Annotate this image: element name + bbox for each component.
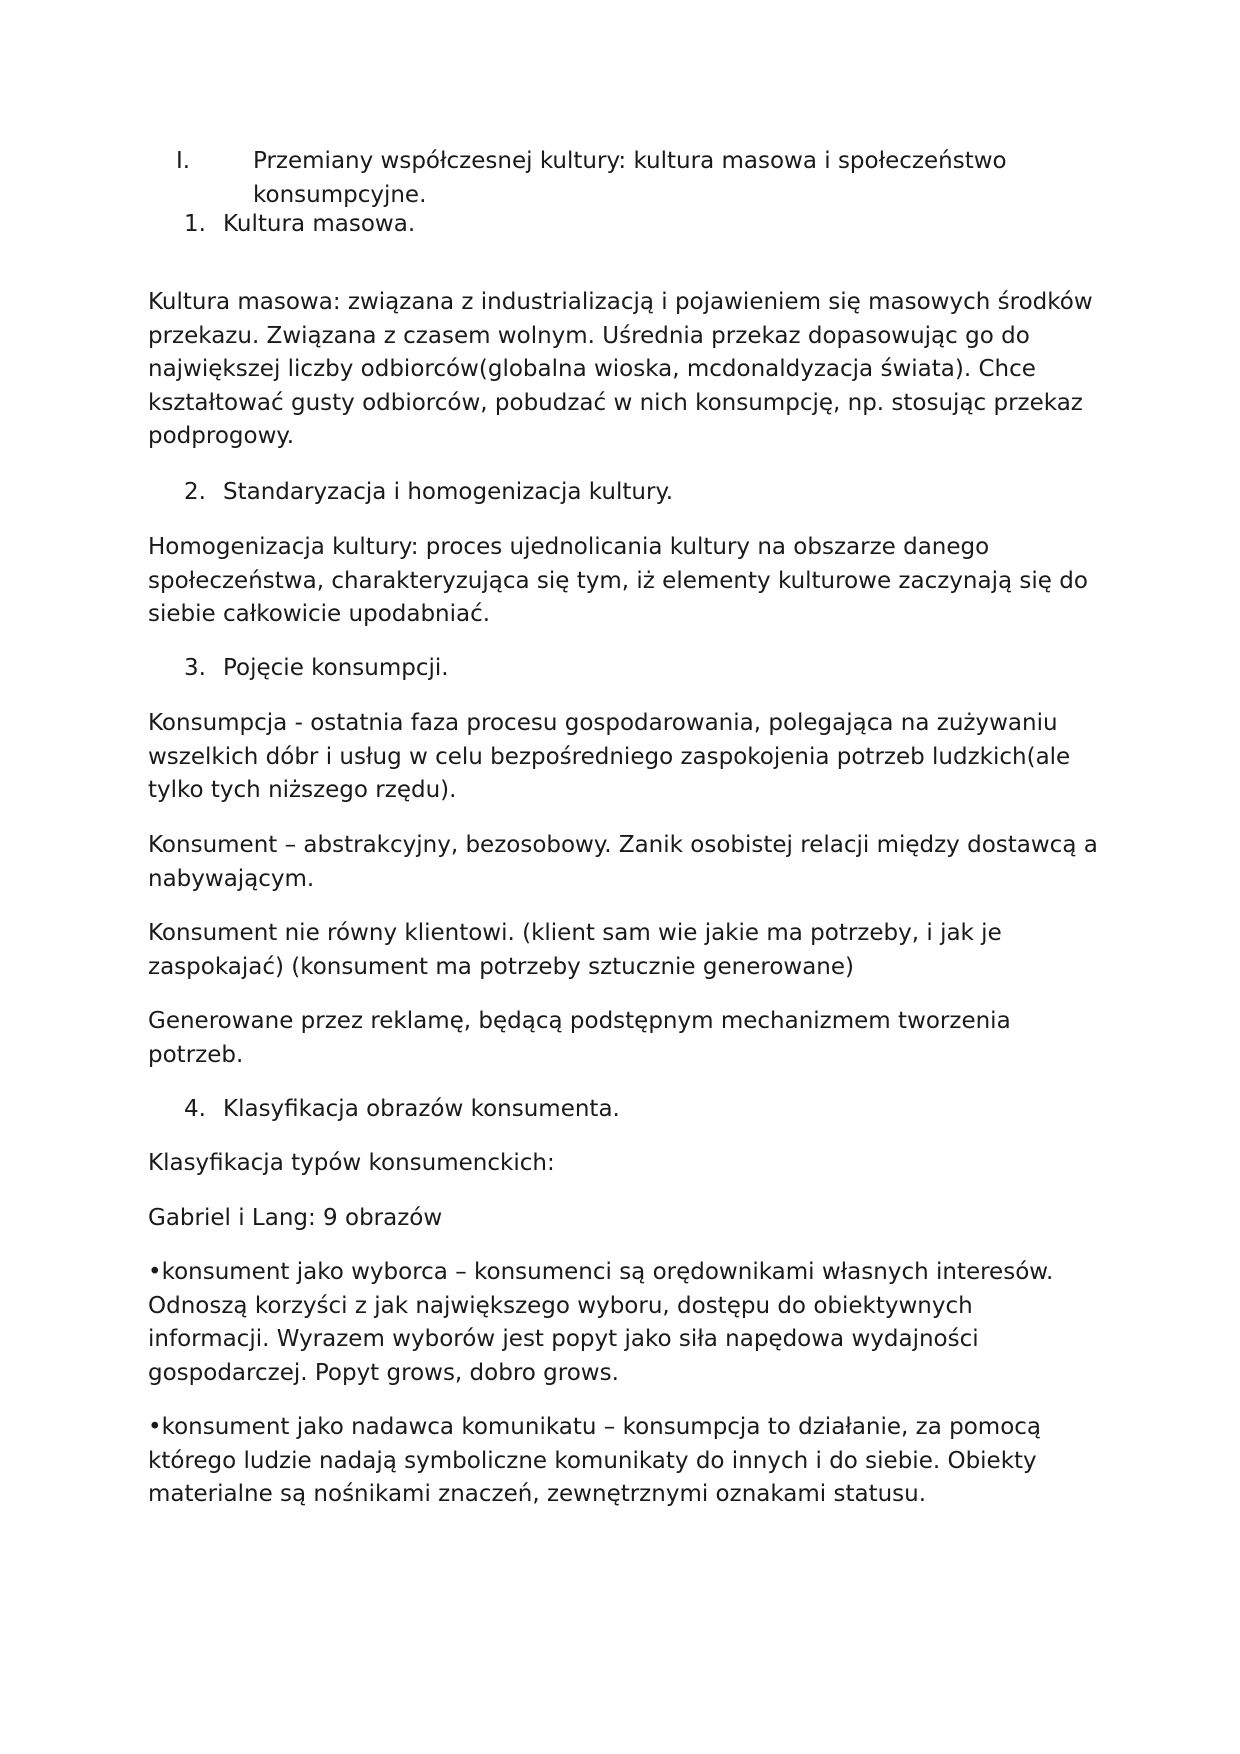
section-number: I. bbox=[176, 148, 191, 174]
bullet-consumer-voter: •konsument jako wyborca – konsumenci są orędownikami własnych interesów. Odnoszą korzyści z jak największego wyboru, dostępu do obiektywnych informacji. Wyrazem wyborów jest popyt jako siła napędowa wydajności gospodarczej. Popyt grows, dobro grows. bbox=[148, 1259, 1054, 1386]
paragraph-consumer-vs-client: Konsument nie równy klientowi. (klient sam wie jakie ma potrzeby, i jak je zaspokajać) (konsument ma potrzeby sztucznie generowane) bbox=[148, 920, 1002, 980]
subsection-title: Kultura masowa. bbox=[223, 211, 416, 237]
paragraph-gabriel-lang: Gabriel i Lang: 9 obrazów bbox=[148, 1205, 443, 1231]
subsection-title: Klasyfikacja obrazów konsumenta. bbox=[223, 1096, 620, 1122]
subsection-heading-4 bbox=[184, 1093, 1064, 1127]
subsection-number: 2. bbox=[184, 479, 206, 505]
paragraph-advertising: Generowane przez reklamę, będącą podstępnym mechanizmem tworzenia potrzeb. bbox=[148, 1008, 1011, 1068]
subsection-title: Standaryzacja i homogenizacja kultury. bbox=[223, 479, 674, 505]
subsection-heading-2 bbox=[184, 476, 1064, 510]
subsection-number: 3. bbox=[184, 655, 206, 681]
subsection-number: 1. bbox=[184, 211, 206, 237]
subsection-heading-1 bbox=[184, 208, 1064, 242]
paragraph-consumer: Konsument – abstrakcyjny, bezosobowy. Zanik osobistej relacji między dostawcą a nabywającym. bbox=[148, 832, 1098, 892]
paragraph-homogenization: Homogenizacja kultury: proces ujednolicania kultury na obszarze danego społeczeństwa, charakteryzująca się tym, iż elementy kulturowe zaczynają się do siebie całkowicie upodabniać. bbox=[148, 534, 1088, 627]
section-title: Przemiany współczesnej kultury: kultura masowa i społeczeństwo konsumpcyjne. bbox=[253, 148, 1007, 208]
subsection-title: Pojęcie konsumpcji. bbox=[223, 655, 449, 681]
paragraph-consumption: Konsumpcja - ostatnia faza procesu gospodarowania, polegająca na zużywaniu wszelkich dóbr i usług w celu bezpośredniego zaspokojenia potrzeb ludzkich(ale tylko tych niższego rzędu). bbox=[148, 710, 1071, 803]
bullet-consumer-sender: •konsument jako nadawca komunikatu – konsumpcja to działanie, za pomocą którego ludzie nadają symboliczne komunikaty do innych i do siebie. Obiekty materialne są nośnikami znaczeń, zewnętrznymi oznakami statusu. bbox=[148, 1414, 1042, 1507]
paragraph-classification: Klasyfikacja typów konsumenckich: bbox=[148, 1150, 555, 1176]
subsection-number: 4. bbox=[184, 1096, 206, 1122]
subsection-heading-3 bbox=[184, 652, 1064, 686]
paragraph-mass-culture: Kultura masowa: związana z industrializacją i pojawieniem się masowych środków przekazu. Związana z czasem wolnym. Uśrednia przekaz dopasowując go do największej liczby odbiorców(globalna wioska, mcdonaldyzacja świata). Chce kształtować gusty odbiorców, pobudzać w nich konsumpcję, np. stosując przekaz podprogowy. bbox=[148, 289, 1093, 449]
